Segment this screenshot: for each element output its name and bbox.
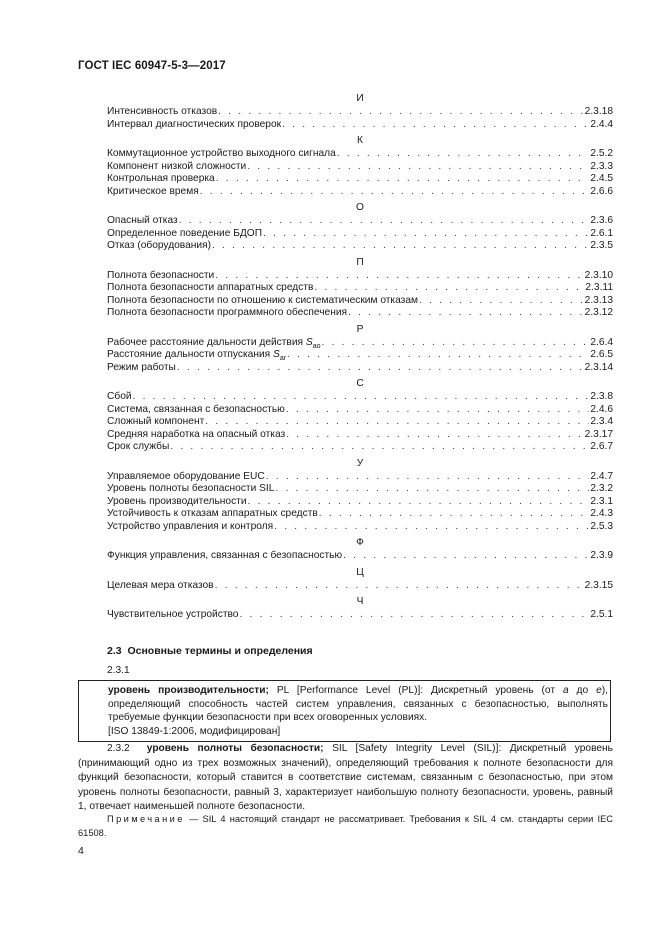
note: Примечание — SIL 4 настоящий стандарт не рассматривает. Требования к SIL 4 см. стандарты серии IEC 61508. bbox=[78, 814, 613, 838]
index-term: Компонент низкой сложности bbox=[107, 160, 247, 172]
dot-leader bbox=[343, 550, 589, 563]
index-entry bbox=[107, 580, 613, 593]
index-term: Полнота безопасности bbox=[107, 269, 215, 281]
dot-leader bbox=[200, 186, 590, 199]
index-term: Устойчивость к отказам аппаратных средств bbox=[107, 508, 318, 519]
index-term: Уровень производительности bbox=[107, 495, 247, 507]
index-ref: 2.5.1 bbox=[590, 609, 613, 620]
index-letter: П bbox=[356, 256, 364, 268]
index-term: Система, связанная с безопасностью bbox=[107, 403, 285, 415]
dot-leader bbox=[282, 119, 589, 132]
index-ref: 2.3.15 bbox=[584, 579, 613, 591]
index-entry bbox=[107, 161, 613, 174]
index-group bbox=[107, 457, 613, 534]
index-term: Коммутационное устройство выходного сигнала bbox=[107, 148, 336, 159]
definition-text: уровень производительности; PL [Performance Level (PL)]: Дискретный уровень (от а до е), определяющий способность частей систем управления, связанных с безопасностью, выполнять требуемые функции безопасности при всех оговоренных условиях. bbox=[108, 685, 608, 724]
index-term: Отказ (оборудования) bbox=[107, 240, 211, 251]
index-ref: 2.6.4 bbox=[590, 336, 613, 348]
dot-leader bbox=[337, 148, 590, 161]
index-term: Режим работы bbox=[107, 361, 176, 373]
index-ref: 2.6.5 bbox=[590, 349, 613, 360]
index-term: Контрольная проверка bbox=[107, 173, 215, 184]
dot-leader bbox=[322, 337, 590, 350]
dot-leader bbox=[248, 496, 590, 509]
index-term: Устройство управления и контроля bbox=[107, 520, 274, 532]
index-ref: 2.3.12 bbox=[584, 307, 613, 318]
index-ref: 2.3.6 bbox=[590, 215, 613, 226]
index-letter: Р bbox=[356, 323, 364, 335]
term-name: уровень производительности; bbox=[108, 685, 269, 696]
index-entry bbox=[107, 295, 613, 308]
index-group bbox=[107, 256, 613, 320]
index-entry bbox=[107, 240, 613, 253]
index-ref: 2.3.17 bbox=[584, 428, 613, 440]
index-entry bbox=[107, 362, 613, 375]
index-entry bbox=[107, 508, 613, 521]
definition-box bbox=[78, 680, 611, 742]
index-term: Полнота безопасности программного обеспечения bbox=[107, 307, 348, 318]
index-group bbox=[107, 377, 613, 454]
index-group bbox=[107, 595, 613, 622]
index-ref: 2.3.11 bbox=[585, 282, 613, 293]
index-ref: 2.3.5 bbox=[590, 240, 613, 251]
index-ref: 2.4.3 bbox=[590, 508, 613, 519]
index-group bbox=[107, 536, 613, 563]
index-term: Критическое время bbox=[107, 185, 199, 197]
index-ref: 2.4.5 bbox=[590, 173, 613, 184]
dot-leader bbox=[266, 471, 590, 484]
index-term: Сложный компонент bbox=[107, 416, 205, 427]
index-term: Полнота безопасности по отношению к систематическим отказам bbox=[107, 294, 419, 306]
index-term: Опасный отказ bbox=[107, 215, 178, 226]
index-term: Управляемое оборудование EUC bbox=[107, 470, 265, 482]
index-entry bbox=[107, 483, 613, 496]
index-letter: К bbox=[357, 135, 363, 146]
index-entry bbox=[107, 148, 613, 161]
index-ref: 2.5.3 bbox=[590, 520, 613, 532]
dot-leader bbox=[274, 521, 589, 534]
index-entry bbox=[107, 307, 613, 320]
index-entry bbox=[107, 282, 613, 295]
document-header: ГОСТ IEC 60947-5-3—2017 bbox=[78, 60, 226, 72]
index-letter: Ч bbox=[356, 596, 364, 607]
page-number: 4 bbox=[78, 845, 84, 857]
section-name: Основные термины и определения bbox=[127, 645, 313, 657]
dot-leader bbox=[212, 240, 589, 253]
index-ref: 2.3.14 bbox=[584, 361, 613, 373]
index-ref: 2.3.9 bbox=[590, 550, 613, 561]
index-ref: 2.6.1 bbox=[590, 227, 613, 239]
index-ref: 2.6.7 bbox=[590, 441, 613, 452]
note-text: SIL 4 настоящий стандарт не рассматривает. Требования к SIL 4 см. стандарты серии IEC 61508. bbox=[78, 814, 613, 838]
index-letter: С bbox=[356, 378, 364, 389]
index-letter: О bbox=[356, 202, 364, 213]
dot-leader bbox=[179, 215, 590, 228]
dot-leader bbox=[215, 580, 584, 593]
index-entry bbox=[107, 349, 613, 362]
index-entry bbox=[107, 521, 613, 534]
dot-leader bbox=[215, 270, 583, 283]
index-entry bbox=[107, 441, 613, 454]
dot-leader bbox=[286, 404, 590, 417]
index-ref: 2.3.13 bbox=[584, 294, 613, 306]
index-entry bbox=[107, 186, 613, 199]
index-term: Интервал диагностических проверок bbox=[107, 118, 282, 130]
index-entry bbox=[107, 270, 613, 283]
section-title bbox=[107, 645, 313, 657]
index-ref: 2.3.1 bbox=[590, 495, 613, 507]
index-entry bbox=[107, 496, 613, 509]
index-term: Интенсивность отказов bbox=[107, 106, 218, 117]
index-entry bbox=[107, 106, 613, 119]
dot-leader bbox=[275, 483, 589, 496]
index-entry bbox=[107, 550, 613, 563]
index-letter: Ф bbox=[356, 537, 364, 548]
index-term: Средняя наработка на опасный отказ bbox=[107, 428, 286, 440]
index-group bbox=[107, 134, 613, 198]
section-number: 2.3 bbox=[107, 645, 122, 657]
index-term: Рабочее расстояние дальности действия $S_{ao}$ bbox=[107, 336, 321, 350]
index-ref: 2.3.3 bbox=[590, 160, 613, 172]
index-entry bbox=[107, 429, 613, 442]
dot-leader bbox=[177, 362, 584, 375]
index-ref: 2.4.6 bbox=[590, 403, 613, 415]
index-entry bbox=[107, 416, 613, 429]
index-term: Чувствительное устройство bbox=[107, 609, 239, 620]
index-entry bbox=[107, 119, 613, 132]
index-term: Уровень полноты безопасности SIL bbox=[107, 483, 275, 494]
index-entry bbox=[107, 609, 613, 622]
index-ref: 2.5.2 bbox=[590, 148, 613, 159]
index-letter: И bbox=[356, 93, 364, 104]
dot-leader bbox=[239, 609, 589, 622]
term-name: уровень полноты безопасности; bbox=[146, 743, 324, 754]
dot-leader bbox=[287, 349, 589, 362]
dot-leader bbox=[314, 282, 584, 295]
index-group bbox=[107, 92, 613, 131]
index-entry bbox=[107, 337, 613, 350]
index-entry bbox=[107, 471, 613, 484]
index-ref: 2.3.8 bbox=[590, 391, 613, 402]
clause-number: 2.3.1 bbox=[107, 665, 130, 676]
index-entry bbox=[107, 404, 613, 417]
index-ref: 2.4.7 bbox=[590, 470, 613, 482]
index-term: Определенное поведение БДОП bbox=[107, 227, 263, 239]
index-group bbox=[107, 201, 613, 253]
index-ref: 2.4.4 bbox=[590, 118, 613, 130]
index-letter: У bbox=[356, 457, 364, 469]
definition-source: [ISO 13849-1:2006, модифицирован] bbox=[108, 725, 281, 737]
alphabetical-index bbox=[107, 92, 613, 625]
dot-leader bbox=[170, 441, 589, 454]
dot-leader bbox=[319, 508, 590, 521]
note-label: Примечание bbox=[107, 814, 185, 824]
dot-leader bbox=[419, 295, 584, 308]
index-entry bbox=[107, 173, 613, 186]
index-ref: 2.3.2 bbox=[590, 483, 613, 494]
index-entry bbox=[107, 391, 613, 404]
index-term: Полнота безопасности аппаратных средств bbox=[107, 282, 314, 293]
dot-leader bbox=[263, 228, 589, 241]
index-ref: 2.3.4 bbox=[590, 416, 613, 427]
dot-leader bbox=[247, 161, 589, 174]
index-ref: 2.6.6 bbox=[590, 185, 613, 197]
index-letter: Ц bbox=[356, 566, 364, 578]
index-entry bbox=[107, 215, 613, 228]
index-group bbox=[107, 323, 613, 375]
dot-leader bbox=[216, 173, 590, 186]
dot-leader bbox=[133, 391, 590, 404]
index-ref: 2.3.10 bbox=[584, 269, 613, 281]
dot-leader bbox=[286, 429, 583, 442]
index-entry bbox=[107, 228, 613, 241]
index-term: Целевая мера отказов bbox=[107, 579, 214, 591]
index-group bbox=[107, 566, 613, 593]
definition-paragraph: 2.3.2 уровень полноты безопасности; SIL [Safety Integrity Level (SIL)]: Дискретный уровень (принимающий одно из трех возможных значений), определяющий требования к полноте безопасности для функций безопасности, который ставится в соответствие системам, связанным с безопасностью, при этом уровень полноты безопасности, равный 3, характеризует наибольшую полноту безопасности, уровень, равный 1, отвечает наименьшей полноте безопасности. bbox=[78, 743, 613, 813]
index-term: Срок службы bbox=[107, 441, 170, 452]
index-ref: 2.3.18 bbox=[584, 106, 613, 117]
dot-leader bbox=[205, 416, 589, 429]
index-term: Сбой bbox=[107, 391, 132, 402]
dot-leader bbox=[348, 307, 584, 320]
index-term: Функция управления, связанная с безопасностью bbox=[107, 550, 343, 561]
dot-leader bbox=[218, 106, 584, 119]
index-term: Расстояние дальности отпускания $S_{ar}$ bbox=[107, 349, 287, 363]
